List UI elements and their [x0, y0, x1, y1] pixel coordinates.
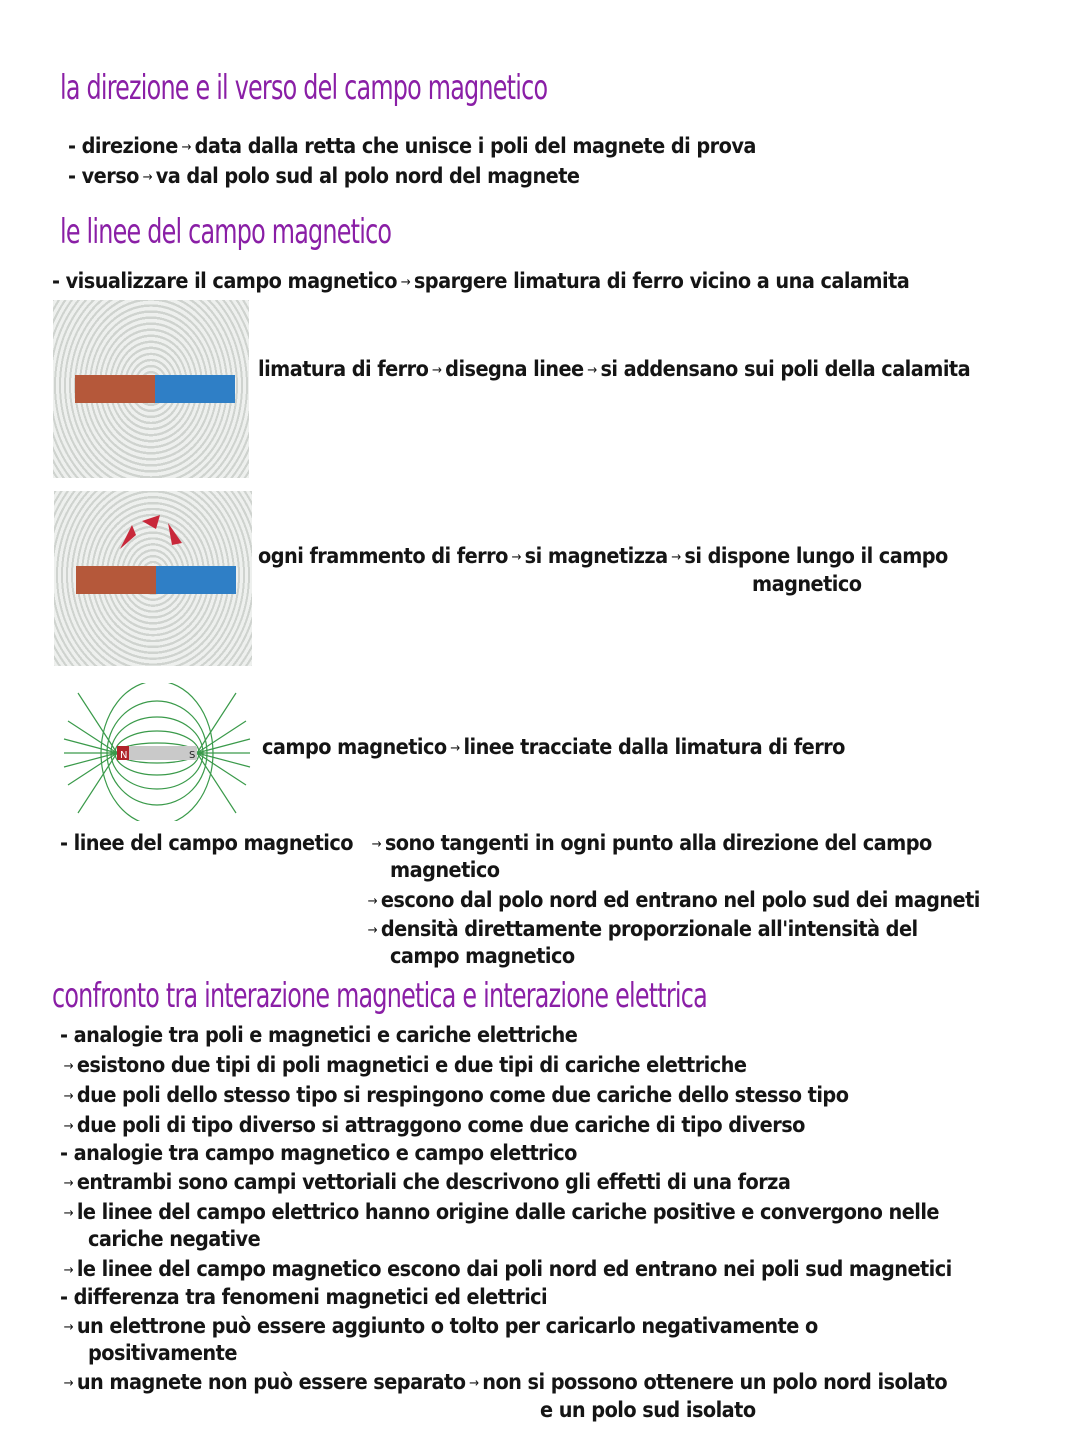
caption-part: ogni frammento di ferro [258, 544, 508, 568]
point [60, 1053, 746, 1077]
iron-filings-magnet-image [53, 300, 249, 478]
arrow-icon: → [63, 1262, 74, 1278]
point-text: le linee del campo magnetico escono dai poli nord ed entrano nei poli sud magnetici [76, 1257, 952, 1281]
bullet-text: data dalla retta che unisce i poli del magnete di prova [194, 134, 756, 158]
field-lines-icon [62, 683, 252, 821]
point-tangent [368, 831, 932, 855]
figure-2-caption-cont: magnetico [752, 572, 862, 596]
point [60, 1200, 939, 1224]
point [60, 1170, 790, 1194]
arrow-icon: → [63, 1118, 74, 1134]
group-poles-charges-label: - analogie tra poli e magnetici e cariche elettriche [60, 1023, 578, 1047]
arrow-icon: → [63, 1375, 74, 1391]
bullet-label: - direzione [68, 134, 178, 158]
arrow-icon: → [371, 836, 382, 852]
arrow-icon: → [432, 362, 442, 378]
bullet-verso [68, 164, 579, 188]
arrow-icon: → [450, 740, 460, 756]
figure-1-caption [258, 357, 970, 381]
point-exit-enter [364, 888, 980, 912]
heading-direction-verse: la direzione e il verso del campo magnetico [60, 68, 548, 108]
point [60, 1257, 952, 1281]
point [60, 1113, 805, 1137]
north-pole-bar [75, 375, 155, 403]
caption-part: limatura di ferro [258, 357, 429, 381]
arrow-icon: → [142, 169, 153, 185]
point-cont: cariche negative [88, 1227, 261, 1251]
point-text: esistono due tipi di poli magnetici e due tipi di cariche elettriche [76, 1053, 747, 1077]
bullet-label: - verso [68, 164, 139, 188]
svg-text:S: S [189, 750, 196, 761]
group-differences-label: - differenza tra fenomeni magnetici ed elettrici [60, 1285, 548, 1309]
field-lines-diagram-image [62, 683, 252, 821]
point-density-cont: campo magnetico [390, 944, 575, 968]
arrow-icon: → [63, 1058, 74, 1074]
point-density [364, 917, 918, 941]
caption-part: campo magnetico [262, 735, 447, 759]
bullet-field-lines-label: - linee del campo magnetico [60, 831, 353, 855]
group-fields-label: - analogie tra campo magnetico e campo elettrico [60, 1141, 577, 1165]
iron-filings-compass-image [54, 491, 252, 666]
caption-part: linee tracciate dalla limatura di ferro [463, 735, 845, 759]
point [60, 1370, 947, 1394]
figure-3-caption [262, 735, 845, 759]
bullet-visualize [52, 269, 909, 293]
bullet-text: va dal polo sud al polo nord del magnete [155, 164, 580, 188]
point-text: due poli dello stesso tipo si respingono come due cariche dello stesso tipo [76, 1083, 849, 1107]
point-text: densità direttamente proporzionale all'intensità del [380, 917, 918, 941]
bullet-label: - visualizzare il campo magnetico [52, 269, 398, 293]
point-text: un magnete non può essere separato [76, 1370, 466, 1394]
point-sub-text: non si possono ottenere un polo nord isolato [482, 1370, 948, 1394]
north-pole-bar [76, 566, 156, 594]
arrow-icon: → [181, 139, 191, 155]
point-text: escono dal polo nord ed entrano nel polo sud dei magneti [380, 888, 980, 912]
svg-text:N: N [120, 750, 128, 761]
point-tangent-cont: magnetico [390, 858, 500, 882]
caption-part: si magnetizza [524, 544, 668, 568]
bullet-direzione [68, 134, 756, 158]
point-sub-cont: e un polo sud isolato [540, 1398, 756, 1422]
figure-2-caption [258, 544, 948, 568]
point-text: un elettrone può essere aggiunto o tolto per caricarlo negativamente o [76, 1314, 818, 1338]
point-text: entrambi sono campi vettoriali che descrivono gli effetti di una forza [76, 1170, 791, 1194]
point [60, 1314, 818, 1338]
arrow-icon: → [63, 1319, 74, 1335]
point [60, 1083, 848, 1107]
arrow-icon: → [587, 362, 597, 378]
south-pole-bar [155, 375, 235, 403]
heading-comparison: confronto tra interazione magnetica e interazione elettrica [52, 976, 707, 1016]
compass-needles-icon [114, 509, 194, 554]
bullet-text: spargere limatura di ferro vicino a una calamita [413, 269, 910, 293]
caption-part: si addensano sui poli della calamita [600, 357, 971, 381]
arrow-icon: → [400, 274, 411, 290]
arrow-icon: → [671, 549, 681, 565]
arrow-icon: → [367, 893, 378, 909]
arrow-icon: → [511, 549, 522, 565]
south-pole-bar [156, 566, 236, 594]
caption-part: disegna linee [445, 357, 584, 381]
arrow-icon: → [469, 1375, 479, 1391]
heading-field-lines: le linee del campo magnetico [60, 212, 392, 252]
arrow-icon: → [63, 1205, 74, 1221]
arrow-icon: → [63, 1175, 74, 1191]
caption-part: si dispone lungo il campo [684, 544, 948, 568]
point-text: due poli di tipo diverso si attraggono come due cariche di tipo diverso [76, 1113, 805, 1137]
arrow-icon: → [367, 922, 378, 938]
point-text: sono tangenti in ogni punto alla direzione del campo [384, 831, 932, 855]
arrow-icon: → [63, 1088, 74, 1104]
point-cont: positivamente [88, 1341, 237, 1365]
point-text: le linee del campo elettrico hanno origine dalle cariche positive e convergono nelle [76, 1200, 939, 1224]
